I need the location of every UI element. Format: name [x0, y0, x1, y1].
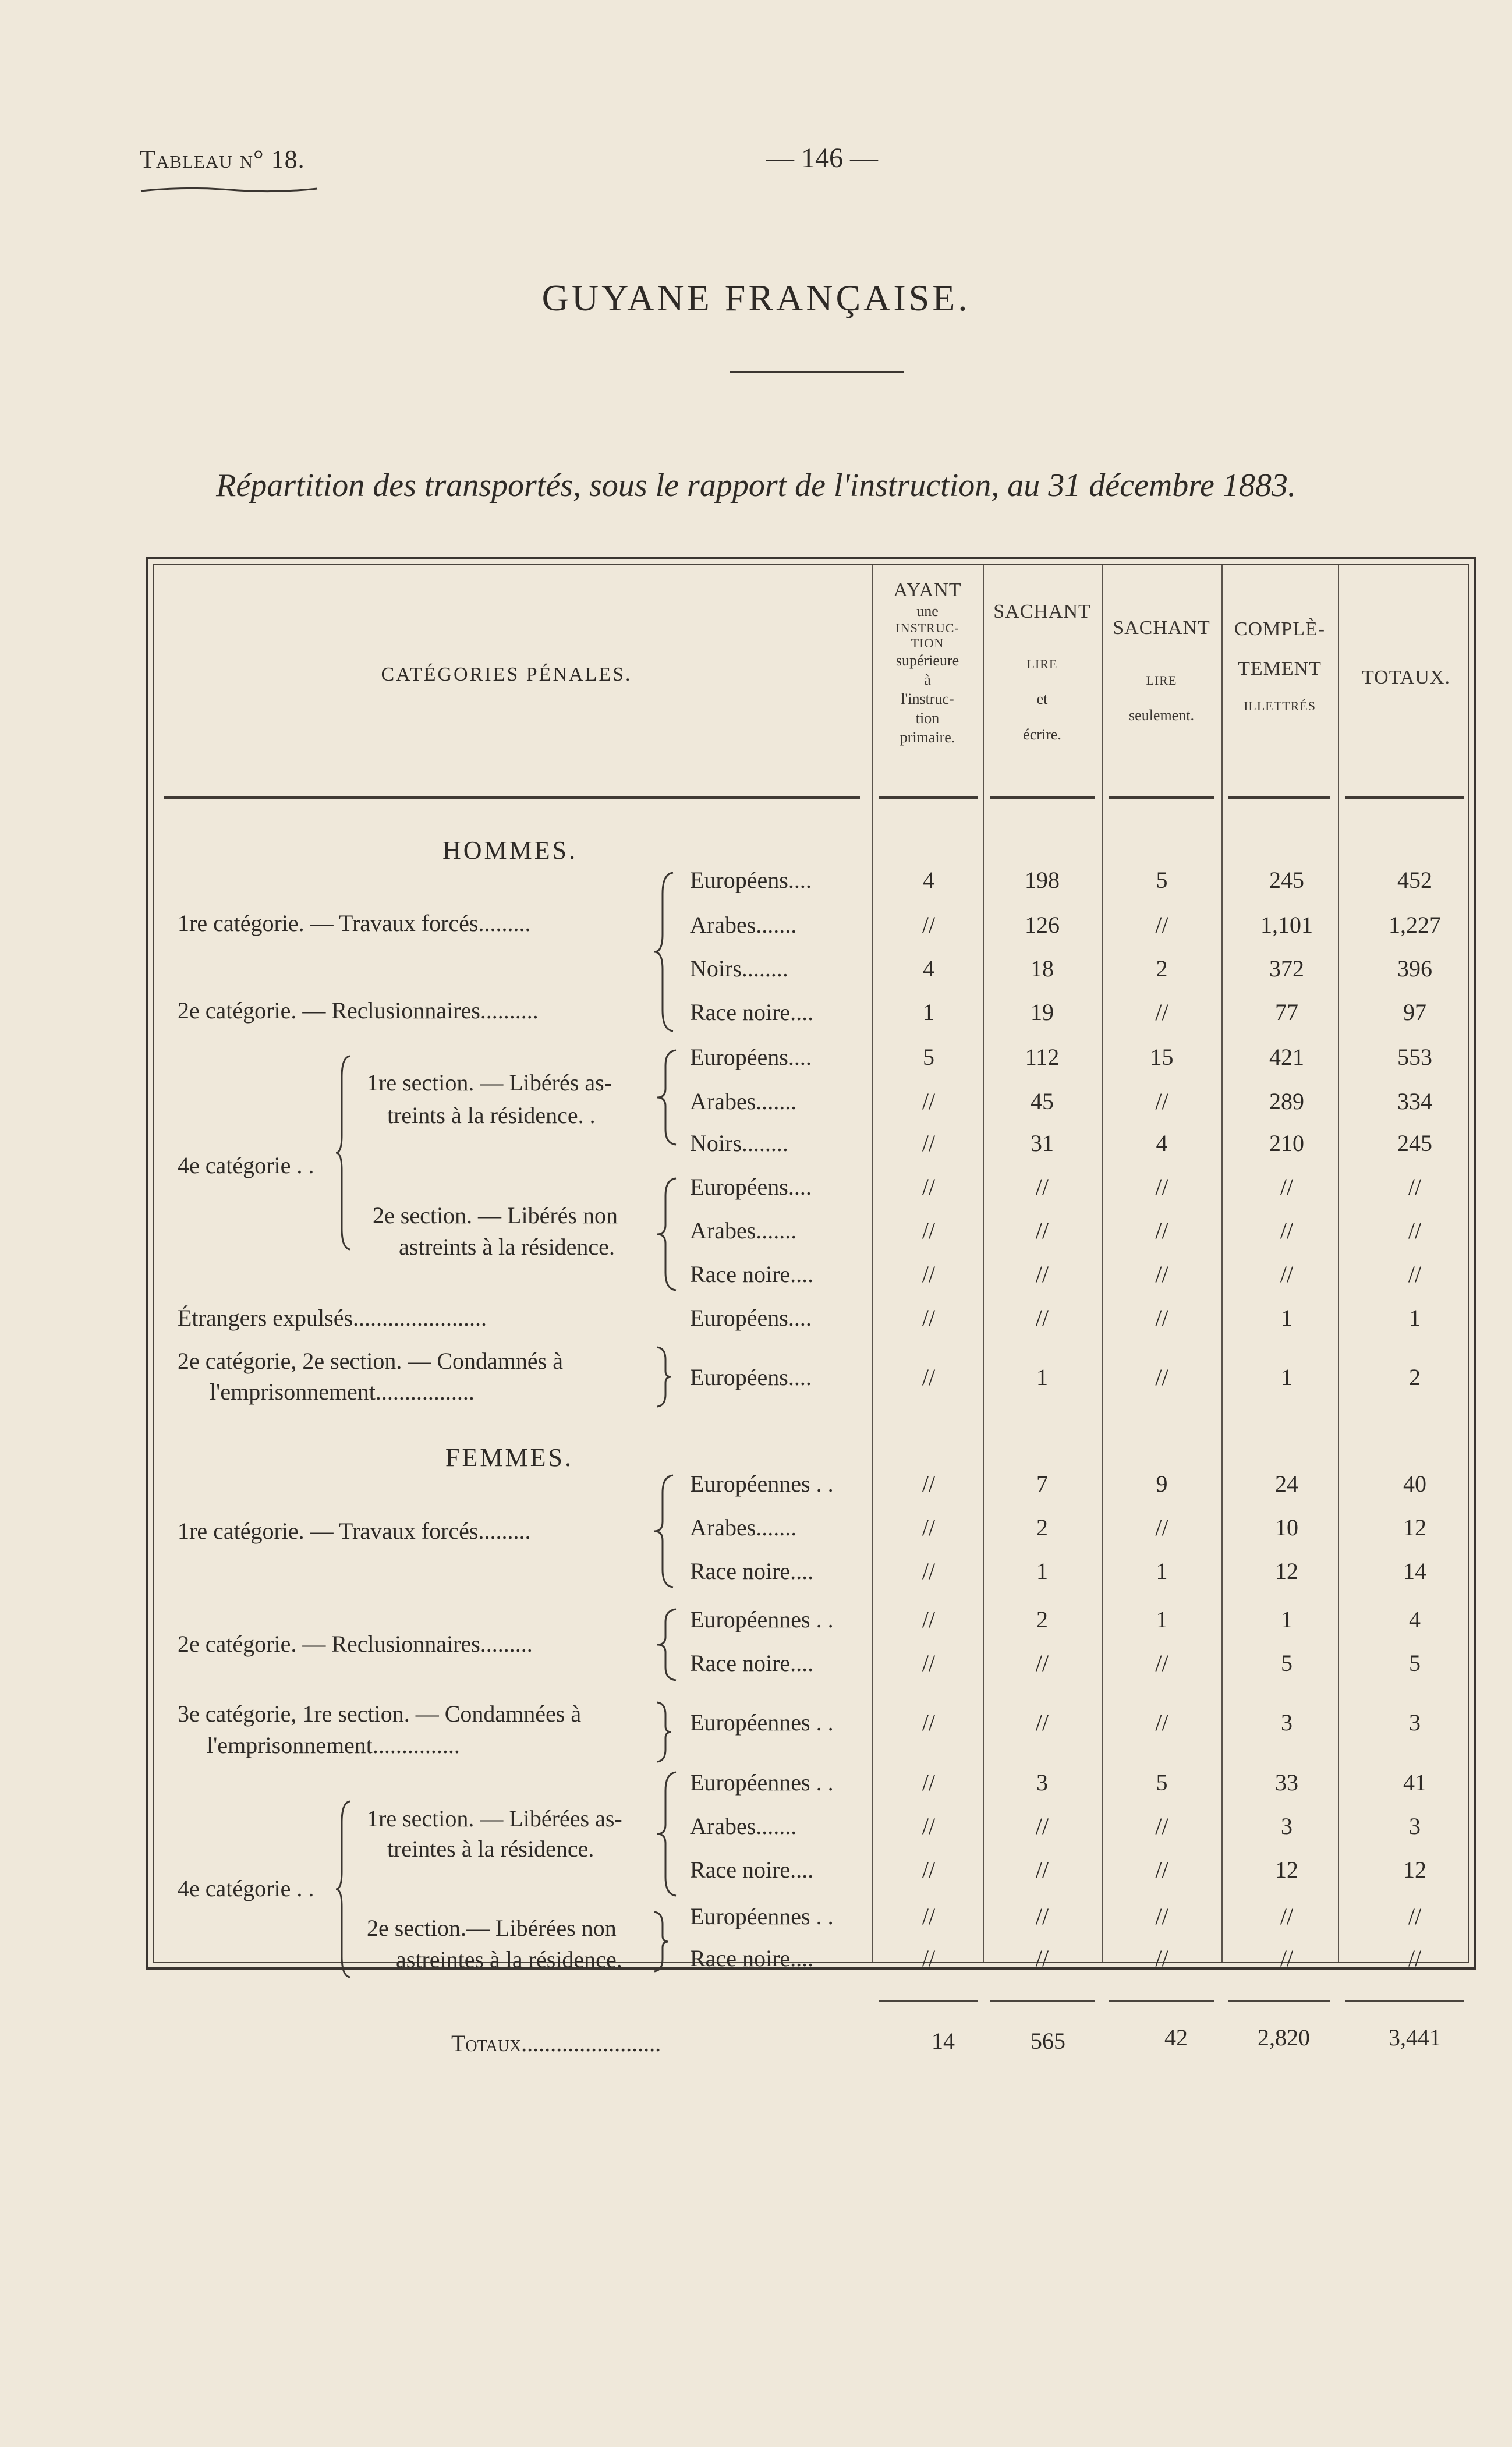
table-cell: //	[922, 1945, 936, 1971]
table-cell: 210	[1269, 1130, 1304, 1156]
label-f-cat1: 1re catégorie. — Travaux forcés.........	[178, 1518, 531, 1544]
row-subcategory: Européennes . .	[690, 1903, 834, 1929]
table-cell: //	[922, 1261, 936, 1287]
header-line: seulement.	[1129, 707, 1194, 724]
row-subcategory: Européens....	[690, 867, 812, 893]
label-totaux: Totaux........................	[451, 2030, 661, 2056]
table-cell: 3	[1409, 1709, 1421, 1736]
header-line: primaire.	[900, 729, 955, 746]
table-cell: //	[1155, 1364, 1168, 1390]
brace-icon	[655, 1607, 678, 1683]
row-subcategory: Race noire....	[690, 1857, 814, 1883]
table-cell: //	[1155, 1305, 1168, 1331]
table-cell: //	[1035, 1709, 1049, 1736]
label-f-cat3: l'emprisonnement...............	[207, 1732, 460, 1758]
row-subcategory: Arabes.......	[690, 1514, 797, 1541]
row-subcategory: Européens....	[690, 1174, 812, 1200]
table-cell: 4	[1156, 1130, 1168, 1156]
table-cell: 97	[1403, 999, 1426, 1025]
table-cell: //	[922, 1650, 936, 1676]
table-cell: //	[1408, 1217, 1422, 1244]
table-cell: //	[922, 1130, 936, 1156]
table-cell: //	[1408, 1174, 1422, 1200]
table-cell: 4	[923, 867, 934, 893]
table-cell: //	[1155, 1945, 1168, 1971]
table-cell: 3	[1409, 1813, 1421, 1839]
table-cell: //	[922, 1217, 936, 1244]
table-cell: 5	[1281, 1650, 1293, 1676]
section-hommes: HOMMES.	[442, 836, 578, 865]
label-f-cat4: 4e catégorie . .	[178, 1875, 314, 1901]
header-line: SACHANT	[993, 601, 1091, 622]
table-cell: //	[922, 1088, 936, 1114]
table-cell: //	[922, 1471, 936, 1497]
table-cell: 372	[1269, 955, 1304, 982]
table-cell: //	[1280, 1174, 1294, 1200]
table-cell: 45	[1031, 1088, 1054, 1114]
header-line: COMPLÈ-	[1234, 618, 1326, 640]
header-rule	[1345, 796, 1464, 799]
label-f-cat3: 3e catégorie, 1re section. — Condamnées à	[178, 1701, 582, 1727]
header-rule	[1109, 796, 1214, 799]
label-h-cat1: 1re catégorie. — Travaux forcés.........	[178, 910, 531, 936]
header-line: LIRE	[1146, 673, 1177, 688]
header-rule	[1228, 796, 1330, 799]
table-cell: //	[1408, 1261, 1422, 1287]
table-cell: //	[1155, 1514, 1168, 1541]
table-cell: //	[922, 1558, 936, 1584]
label-h-etrangers: Étrangers expulsés.......................	[178, 1305, 487, 1331]
table-cell: //	[922, 1305, 936, 1331]
table-cell: //	[922, 1364, 936, 1390]
table-cell: //	[1155, 912, 1168, 938]
header-col-totaux	[1339, 667, 1473, 689]
header-col-lire-seulement	[1103, 617, 1220, 725]
row-subcategory: Arabes.......	[690, 1088, 797, 1114]
table-cell: 1	[1281, 1606, 1293, 1632]
label-f-cat4-s2: 2e section.— Libérées non	[367, 1915, 617, 1941]
header-line: l'instruc-	[901, 690, 954, 707]
table-cell: //	[1408, 1903, 1422, 1929]
table-cell: 334	[1397, 1088, 1432, 1114]
table-cell: 5	[1409, 1650, 1421, 1676]
table-cell: 40	[1403, 1471, 1426, 1497]
table-cell: 3	[1036, 1769, 1048, 1796]
header-line: tion	[915, 710, 940, 727]
table-cell: 12	[1275, 1857, 1298, 1883]
header-line: une	[916, 603, 939, 619]
label-h-cat4: 4e catégorie . .	[178, 1152, 314, 1178]
table-cell: //	[922, 1514, 936, 1541]
table-cell: 245	[1397, 1130, 1432, 1156]
table-cell: 14	[1403, 1558, 1426, 1584]
table-cell: //	[1155, 1650, 1168, 1676]
table-cell: //	[1155, 1857, 1168, 1883]
brace-icon	[655, 1048, 678, 1147]
table-cell: //	[922, 1903, 936, 1929]
brace-icon	[335, 1799, 352, 1979]
header-col-lire-ecrire	[984, 601, 1100, 744]
header-rule	[879, 796, 978, 799]
brace-icon	[655, 1176, 678, 1292]
header-col-illettres	[1223, 618, 1337, 714]
table-cell: 1	[1281, 1305, 1293, 1331]
table-cell: 2	[1156, 955, 1168, 982]
totals-rule	[1228, 2000, 1330, 2002]
row-subcategory: Race noire....	[690, 1558, 814, 1584]
header-line: écrire.	[1023, 726, 1061, 743]
row-subcategory: Européens....	[690, 1044, 812, 1070]
page-number: — 146 —	[766, 143, 878, 173]
table-cell: //	[1280, 1903, 1294, 1929]
header-line: et	[1036, 690, 1048, 707]
header-line: TION	[911, 636, 944, 650]
table-cell: 553	[1397, 1044, 1432, 1070]
table-subtitle: Répartition des transportés, sous le rapport de l'instruction, au 31 décembre 1883.	[216, 468, 1296, 504]
table-cell: 77	[1275, 999, 1298, 1025]
table-cell: //	[1035, 1305, 1049, 1331]
table-cell: //	[1155, 1709, 1168, 1736]
label-h-cat2-s2: 2e catégorie, 2e section. — Condamnés à	[178, 1348, 563, 1374]
label-h-cat2: 2e catégorie. — Reclusionnaires..........	[178, 997, 539, 1024]
table-cell: 452	[1397, 867, 1432, 893]
table-cell: //	[922, 1709, 936, 1736]
row-subcategory: Européennes . .	[690, 1709, 834, 1736]
label-f-cat4-s1: 1re section. — Libérées as-	[367, 1805, 622, 1832]
table-cell: 1	[1036, 1364, 1048, 1390]
table-cell: 396	[1397, 955, 1432, 982]
table-cell: //	[922, 1857, 936, 1883]
row-subcategory: Européens....	[690, 1305, 812, 1331]
brace-icon	[655, 1700, 672, 1764]
table-cell: 5	[1156, 867, 1168, 893]
table-cell: //	[1280, 1217, 1294, 1244]
table-cell: 2	[1036, 1606, 1048, 1632]
table-cell: //	[922, 1813, 936, 1839]
table-cell: //	[1155, 1903, 1168, 1929]
brace-icon	[655, 1345, 672, 1409]
table-cell: 33	[1275, 1769, 1298, 1796]
table-cell: 5	[923, 1044, 934, 1070]
brace-icon	[652, 1910, 670, 1974]
table-cell: //	[1408, 1945, 1422, 1971]
header-line: AYANT	[893, 579, 962, 601]
table-cell: 3	[1281, 1709, 1293, 1736]
header-categories: CATÉGORIES PÉNALES.	[381, 664, 632, 685]
header-line: INSTRUC-	[895, 621, 959, 635]
totals-rule	[990, 2000, 1095, 2002]
table-cell: 1,101	[1260, 912, 1313, 938]
label-f-cat2: 2e catégorie. — Reclusionnaires.........	[178, 1631, 533, 1657]
table-cell: 5	[1156, 1769, 1168, 1796]
row-subcategory: Européennes . .	[690, 1769, 834, 1796]
table-cell: //	[1035, 1945, 1049, 1971]
brace-icon	[652, 870, 675, 1033]
table-number: Tableau n° 18.	[140, 145, 305, 173]
table-cell: 1	[1036, 1558, 1048, 1584]
row-subcategory: Européennes . .	[690, 1606, 834, 1632]
table-cell: 1	[1409, 1305, 1421, 1331]
table-cell: 7	[1036, 1471, 1048, 1497]
table-cell: 4	[923, 955, 934, 982]
total-totaux: 3,441	[1389, 2024, 1441, 2051]
table-cell: 10	[1275, 1514, 1298, 1541]
label-f-cat4-s1: treintes à la résidence.	[387, 1836, 594, 1862]
table-cell: 41	[1403, 1769, 1426, 1796]
table-cell: //	[1035, 1217, 1049, 1244]
table-cell: //	[1280, 1945, 1294, 1971]
table-cell: 1	[1281, 1364, 1293, 1390]
totals-rule	[879, 2000, 978, 2002]
table-cell: 245	[1269, 867, 1304, 893]
table-cell: 421	[1269, 1044, 1304, 1070]
table-cell: 12	[1403, 1857, 1426, 1883]
table-cell: 289	[1269, 1088, 1304, 1114]
table-cell: 2	[1036, 1514, 1048, 1541]
table-cell: 2	[1409, 1364, 1421, 1390]
header-line: à	[924, 671, 931, 688]
table-cell: 18	[1031, 955, 1054, 982]
table-cell: //	[1155, 1261, 1168, 1287]
header-line: SACHANT	[1113, 617, 1210, 639]
totals-rule	[1109, 2000, 1214, 2002]
table-cell: 31	[1031, 1130, 1054, 1156]
header-rule	[164, 796, 860, 799]
table-cell: //	[1035, 1261, 1049, 1287]
table-cell: //	[1155, 1813, 1168, 1839]
row-subcategory: Européennes . .	[690, 1471, 834, 1497]
totals-rule	[1345, 2000, 1464, 2002]
label-h-cat4-s2: astreints à la résidence.	[399, 1234, 615, 1260]
table-cell: //	[1155, 1217, 1168, 1244]
header-col-instruction-superieure	[873, 579, 982, 747]
table-cell: 12	[1275, 1558, 1298, 1584]
header-line: ILLETTRÉS	[1244, 699, 1316, 713]
page-title: GUYANE FRANÇAISE.	[541, 277, 971, 318]
row-subcategory: Noirs........	[690, 955, 788, 982]
table-cell: //	[1035, 1174, 1049, 1200]
table-cell: //	[1155, 1174, 1168, 1200]
label-h-cat2-s2: l'emprisonnement.................	[210, 1379, 475, 1405]
table-cell: //	[1035, 1813, 1049, 1839]
table-cell: 4	[1409, 1606, 1421, 1632]
row-subcategory: Noirs........	[690, 1130, 788, 1156]
table-cell: //	[922, 1606, 936, 1632]
total-instruction-superieure: 14	[932, 2028, 955, 2054]
table-cell: 12	[1403, 1514, 1426, 1541]
table-cell: 15	[1150, 1044, 1174, 1070]
label-h-cat4-s1: 1re section. — Libérés as-	[367, 1070, 612, 1096]
header-line: supérieure	[895, 652, 959, 669]
table-cell: //	[1280, 1261, 1294, 1287]
header-line: TOTAUX.	[1362, 667, 1450, 688]
table-cell: //	[922, 912, 936, 938]
brace-icon	[655, 1770, 678, 1898]
table-cell: 112	[1025, 1044, 1060, 1070]
table-cell: 1	[1156, 1606, 1168, 1632]
brace-icon	[335, 1054, 352, 1252]
table-cell: //	[1155, 999, 1168, 1025]
total-lire-ecrire: 565	[1031, 2028, 1065, 2054]
row-subcategory: Race noire....	[690, 1945, 814, 1971]
brace-icon	[652, 1473, 675, 1589]
label-h-cat4-s1: treints à la résidence. .	[387, 1102, 596, 1128]
table-cell: 1	[923, 999, 934, 1025]
title-rule	[730, 371, 904, 373]
row-subcategory: Arabes.......	[690, 1217, 797, 1244]
section-femmes: FEMMES.	[445, 1443, 573, 1472]
table-cell: //	[1035, 1903, 1049, 1929]
row-subcategory: Race noire....	[690, 999, 814, 1025]
table-cell: 3	[1281, 1813, 1293, 1839]
table-cell: 9	[1156, 1471, 1168, 1497]
label-f-cat4-s2: astreintes à la résidence.	[396, 1946, 622, 1973]
table-cell: //	[922, 1174, 936, 1200]
table-cell: 1,227	[1389, 912, 1441, 938]
label-h-cat4-s2: 2e section. — Libérés non	[373, 1202, 618, 1228]
row-subcategory: Arabes.......	[690, 1813, 797, 1839]
header-line: TEMENT	[1238, 658, 1322, 679]
header-line: LIRE	[1026, 657, 1058, 671]
table-cell: 126	[1025, 912, 1060, 938]
table-cell: 198	[1025, 867, 1060, 893]
table-cell: 19	[1031, 999, 1054, 1025]
row-subcategory: Européens....	[690, 1364, 812, 1390]
table-cell: 24	[1275, 1471, 1298, 1497]
row-subcategory: Race noire....	[690, 1261, 814, 1287]
header-rule	[990, 796, 1095, 799]
flourish-ornament	[140, 185, 320, 194]
table-cell: //	[922, 1769, 936, 1796]
table-cell: 1	[1156, 1558, 1168, 1584]
row-subcategory: Arabes.......	[690, 912, 797, 938]
total-illettres: 2,820	[1258, 2024, 1310, 2051]
table-cell: //	[1155, 1088, 1168, 1114]
row-subcategory: Race noire....	[690, 1650, 814, 1676]
table-cell: //	[1035, 1857, 1049, 1883]
total-lire-seulement: 42	[1164, 2024, 1188, 2051]
table-cell: //	[1035, 1650, 1049, 1676]
